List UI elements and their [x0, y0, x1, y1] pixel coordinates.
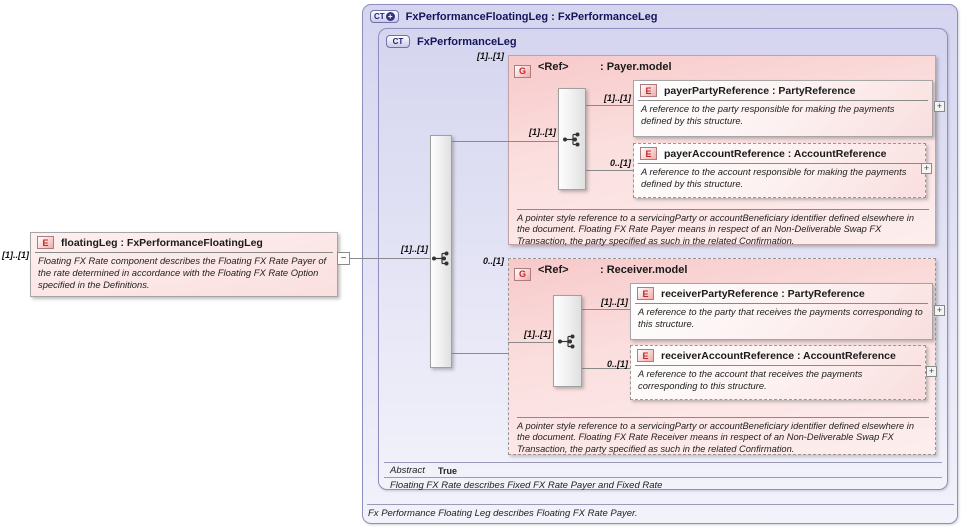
connector-line — [452, 141, 558, 142]
payer-group-divider — [517, 209, 929, 210]
payer-group-header — [514, 61, 914, 75]
expand-button[interactable] — [921, 163, 932, 174]
connector-line — [338, 258, 430, 259]
complextype-icon-label: CT — [392, 37, 404, 46]
receiver-group-header — [514, 264, 914, 278]
abstract-value: True — [438, 466, 458, 476]
receiver-group-description: A pointer style reference to a servicingParty or accountBeneficiary identifier defined elsewhere in the document. Floating FX Rate Receiver means in respect of an Non-Deliverable Swap FX Transaction, the party specified as such in the related Confirmation. — [517, 421, 915, 454]
expand-button[interactable] — [934, 101, 945, 112]
payer-type-label: : Payer.model — [600, 61, 672, 73]
element-icon: E — [37, 236, 54, 249]
element-description: A reference to the account responsible for making the payments defined by this structure. — [641, 166, 907, 189]
element-title: receiverAccountReference : AccountReference — [661, 349, 896, 362]
plus-icon: + — [923, 163, 930, 173]
receiver-group-cardinality: 0..[1] — [482, 256, 504, 266]
floating-leg-element[interactable] — [30, 232, 338, 297]
connector-line — [586, 170, 633, 171]
abstract-divider-top — [384, 462, 942, 463]
element-icon: E — [637, 349, 654, 362]
complextype-icon-label: CT — [374, 12, 385, 21]
abstract-label: Abstract — [390, 465, 425, 476]
connector-line — [582, 309, 630, 310]
sequence-icon — [431, 250, 451, 267]
floating-leg-title: floatingLeg : FxPerformanceFloatingLeg — [61, 236, 263, 249]
inner-container-title: FxPerformanceLeg — [417, 35, 517, 48]
payer-account-reference-element[interactable] — [633, 143, 926, 198]
element-description: A reference to the party responsible for making the payments defined by this structure. — [641, 103, 895, 126]
minus-icon: − — [340, 253, 347, 264]
outer-container-title: FxPerformanceFloatingLeg : FxPerformanceLeg — [405, 10, 658, 23]
connector-line — [452, 353, 508, 354]
receiver-type-label: : Receiver.model — [600, 264, 688, 276]
element-title: payerPartyReference : PartyReference — [664, 84, 856, 97]
element-title: payerAccountReference : AccountReference — [664, 147, 887, 160]
receiver-group-divider — [517, 417, 929, 418]
sequence-icon — [557, 333, 577, 350]
floating-leg-description: Floating FX Rate component describes the Floating FX Rate Payer of the rate determined in accordance with the Floating FX Rate Option specified in the Definitions. — [38, 255, 327, 290]
expand-button[interactable] — [926, 366, 937, 377]
plus-icon: + — [386, 12, 395, 21]
group-icon: G — [514, 65, 531, 78]
plus-icon: + — [936, 305, 943, 315]
payer-group-cardinality: [1]..[1] — [477, 51, 504, 61]
element-icon: E — [637, 287, 654, 300]
outer-footnote: Fx Performance Floating Leg describes Floating FX Rate Payer. — [368, 508, 638, 519]
floating-leg-cardinality: [1]..[1] — [2, 250, 29, 260]
element-icon: E — [640, 147, 657, 160]
receiver-account-reference-element[interactable] — [630, 345, 926, 400]
complextype-icon — [386, 35, 410, 48]
inner-container-header[interactable] — [386, 35, 517, 48]
plus-icon: + — [936, 101, 943, 111]
expand-button[interactable] — [934, 305, 945, 316]
element-description: A reference to the account that receives the payments corresponding to this structure. — [638, 368, 863, 391]
abstract-divider-bottom — [384, 477, 942, 478]
payer-sequence-cardinality: [1]..[1] — [529, 127, 556, 137]
receiver-party-cardinality: [1]..[1] — [601, 297, 628, 307]
payer-group-description: A pointer style reference to a servicingParty or accountBeneficiary identifier defined elsewhere in the document. Floating FX Rate Payer means in respect of an Non-Deliverable Swap FX Transaction, the party specified as such in the related Confirmation. — [517, 213, 915, 246]
receiver-ref-label: <Ref> — [538, 264, 569, 276]
outer-footnote-divider — [367, 504, 954, 505]
connector-line — [586, 105, 633, 106]
payer-ref-label: <Ref> — [538, 61, 569, 73]
sequence-icon — [562, 131, 582, 148]
connector-line — [508, 342, 553, 343]
receiver-party-reference-element[interactable] — [630, 283, 933, 340]
element-icon: E — [640, 84, 657, 97]
element-description: A reference to the party that receives the payments corresponding to this structure. — [638, 306, 923, 329]
receiver-sequence-cardinality: [1]..[1] — [524, 329, 551, 339]
plus-icon: + — [928, 366, 935, 376]
payer-party-cardinality: [1]..[1] — [604, 93, 631, 103]
inner-sequence-cardinality: [1]..[1] — [401, 244, 428, 254]
receiver-account-cardinality: 0..[1] — [606, 359, 628, 369]
complextype-derived-icon — [370, 10, 399, 23]
group-icon: G — [514, 268, 531, 281]
inner-footnote: Floating FX Rate describes Fixed FX Rate Payer and Fixed Rate — [390, 480, 663, 491]
payer-account-cardinality: 0..[1] — [609, 158, 631, 168]
element-title: receiverPartyReference : PartyReference — [661, 287, 865, 300]
outer-container-header[interactable] — [370, 10, 658, 23]
collapse-button[interactable] — [337, 252, 350, 265]
payer-party-reference-element[interactable] — [633, 80, 933, 137]
